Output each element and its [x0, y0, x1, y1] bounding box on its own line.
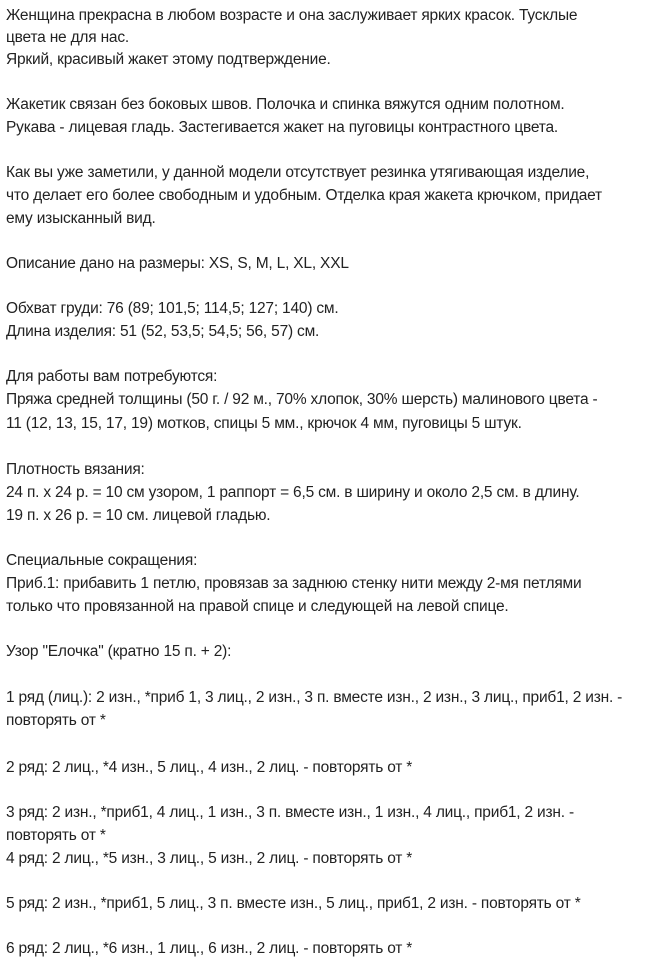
- description-line-1: Жакетик связан без боковых швов. Полочка и спинка вяжутся одним полотном.: [6, 96, 565, 113]
- gauge-line-2: 19 п. х 26 р. = 10 см. лицевой гладью.: [6, 507, 271, 524]
- intro-line-2: цвета не для нас.: [6, 29, 130, 46]
- abbreviations-line-1: Приб.1: прибавить 1 петлю, провязав за заднюю стенку нити между 2-мя петлями: [6, 575, 582, 592]
- pattern-heading: Узор "Елочка" (кратно 15 п. + 2):: [6, 643, 232, 660]
- abbreviations-line-2: только что провязанной на правой спице и следующей на левой спице.: [6, 598, 509, 615]
- pattern-row-4: 4 ряд: 2 лиц., *5 изн., 3 лиц., 5 изн., 2 лиц. - повторять от *: [6, 850, 413, 867]
- pattern-row-5: 5 ряд: 2 изн., *приб1, 5 лиц., 3 п. вместе изн., 5 лиц., приб1, 2 изн. - повторять от *: [6, 895, 581, 912]
- intro-line-3: Яркий, красивый жакет этому подтверждение.: [6, 51, 331, 68]
- abbreviations-heading: Специальные сокращения:: [6, 552, 198, 569]
- materials-heading: Для работы вам потребуются:: [6, 368, 218, 385]
- sizes-line: Описание дано на размеры: XS, S, M, L, XL, XXL: [6, 255, 349, 272]
- intro-line-1: Женщина прекрасна в любом возрасте и она заслуживает ярких красок. Тусклые: [6, 7, 578, 24]
- chest-line: Обхват груди: 76 (89; 101,5; 114,5; 127; 140) см.: [6, 300, 339, 317]
- pattern-row-3-a: 3 ряд: 2 изн., *приб1, 4 лиц., 1 изн., 3 п. вместе изн., 1 изн., 4 лиц., приб1, 2 изн. -: [6, 804, 574, 821]
- description-line-4: что делает его более свободным и удобным. Отделка края жакета крючком, придает: [6, 187, 602, 204]
- materials-line-1: Пряжа средней толщины (50 г. / 92 м., 70% хлопок, 30% шерсть) малинового цвета -: [6, 391, 598, 408]
- pattern-row-1-b: повторять от *: [6, 712, 106, 729]
- length-line: Длина изделия: 51 (52, 53,5; 54,5; 56, 57) см.: [6, 323, 320, 340]
- pattern-row-3-b: повторять от *: [6, 827, 106, 844]
- pattern-row-2: 2 ряд: 2 лиц., *4 изн., 5 лиц., 4 изн., 2 лиц. - повторять от *: [6, 759, 413, 776]
- gauge-line-1: 24 п. х 24 р. = 10 см узором, 1 раппорт = 6,5 см. в ширину и около 2,5 см. в длину.: [6, 484, 580, 501]
- materials-line-2: 11 (12, 13, 15, 17, 19) мотков, спицы 5 мм., крючок 4 мм, пуговицы 5 штук.: [6, 415, 522, 432]
- gauge-heading: Плотность вязания:: [6, 461, 145, 478]
- description-line-5: ему изысканный вид.: [6, 210, 156, 227]
- pattern-row-1-a: 1 ряд (лиц.): 2 изн., *приб 1, 3 лиц., 2 изн., 3 п. вместе изн., 2 изн., 3 лиц., приб1, 2 изн. -: [6, 689, 623, 706]
- description-line-2: Рукава - лицевая гладь. Застегивается жакет на пуговицы контрастного цвета.: [6, 119, 559, 136]
- description-line-3: Как вы уже заметили, у данной модели отсутствует резинка утягивающая изделие,: [6, 164, 590, 181]
- pattern-row-6: 6 ряд: 2 лиц., *6 изн., 1 лиц., 6 изн., 2 лиц. - повторять от *: [6, 940, 413, 957]
